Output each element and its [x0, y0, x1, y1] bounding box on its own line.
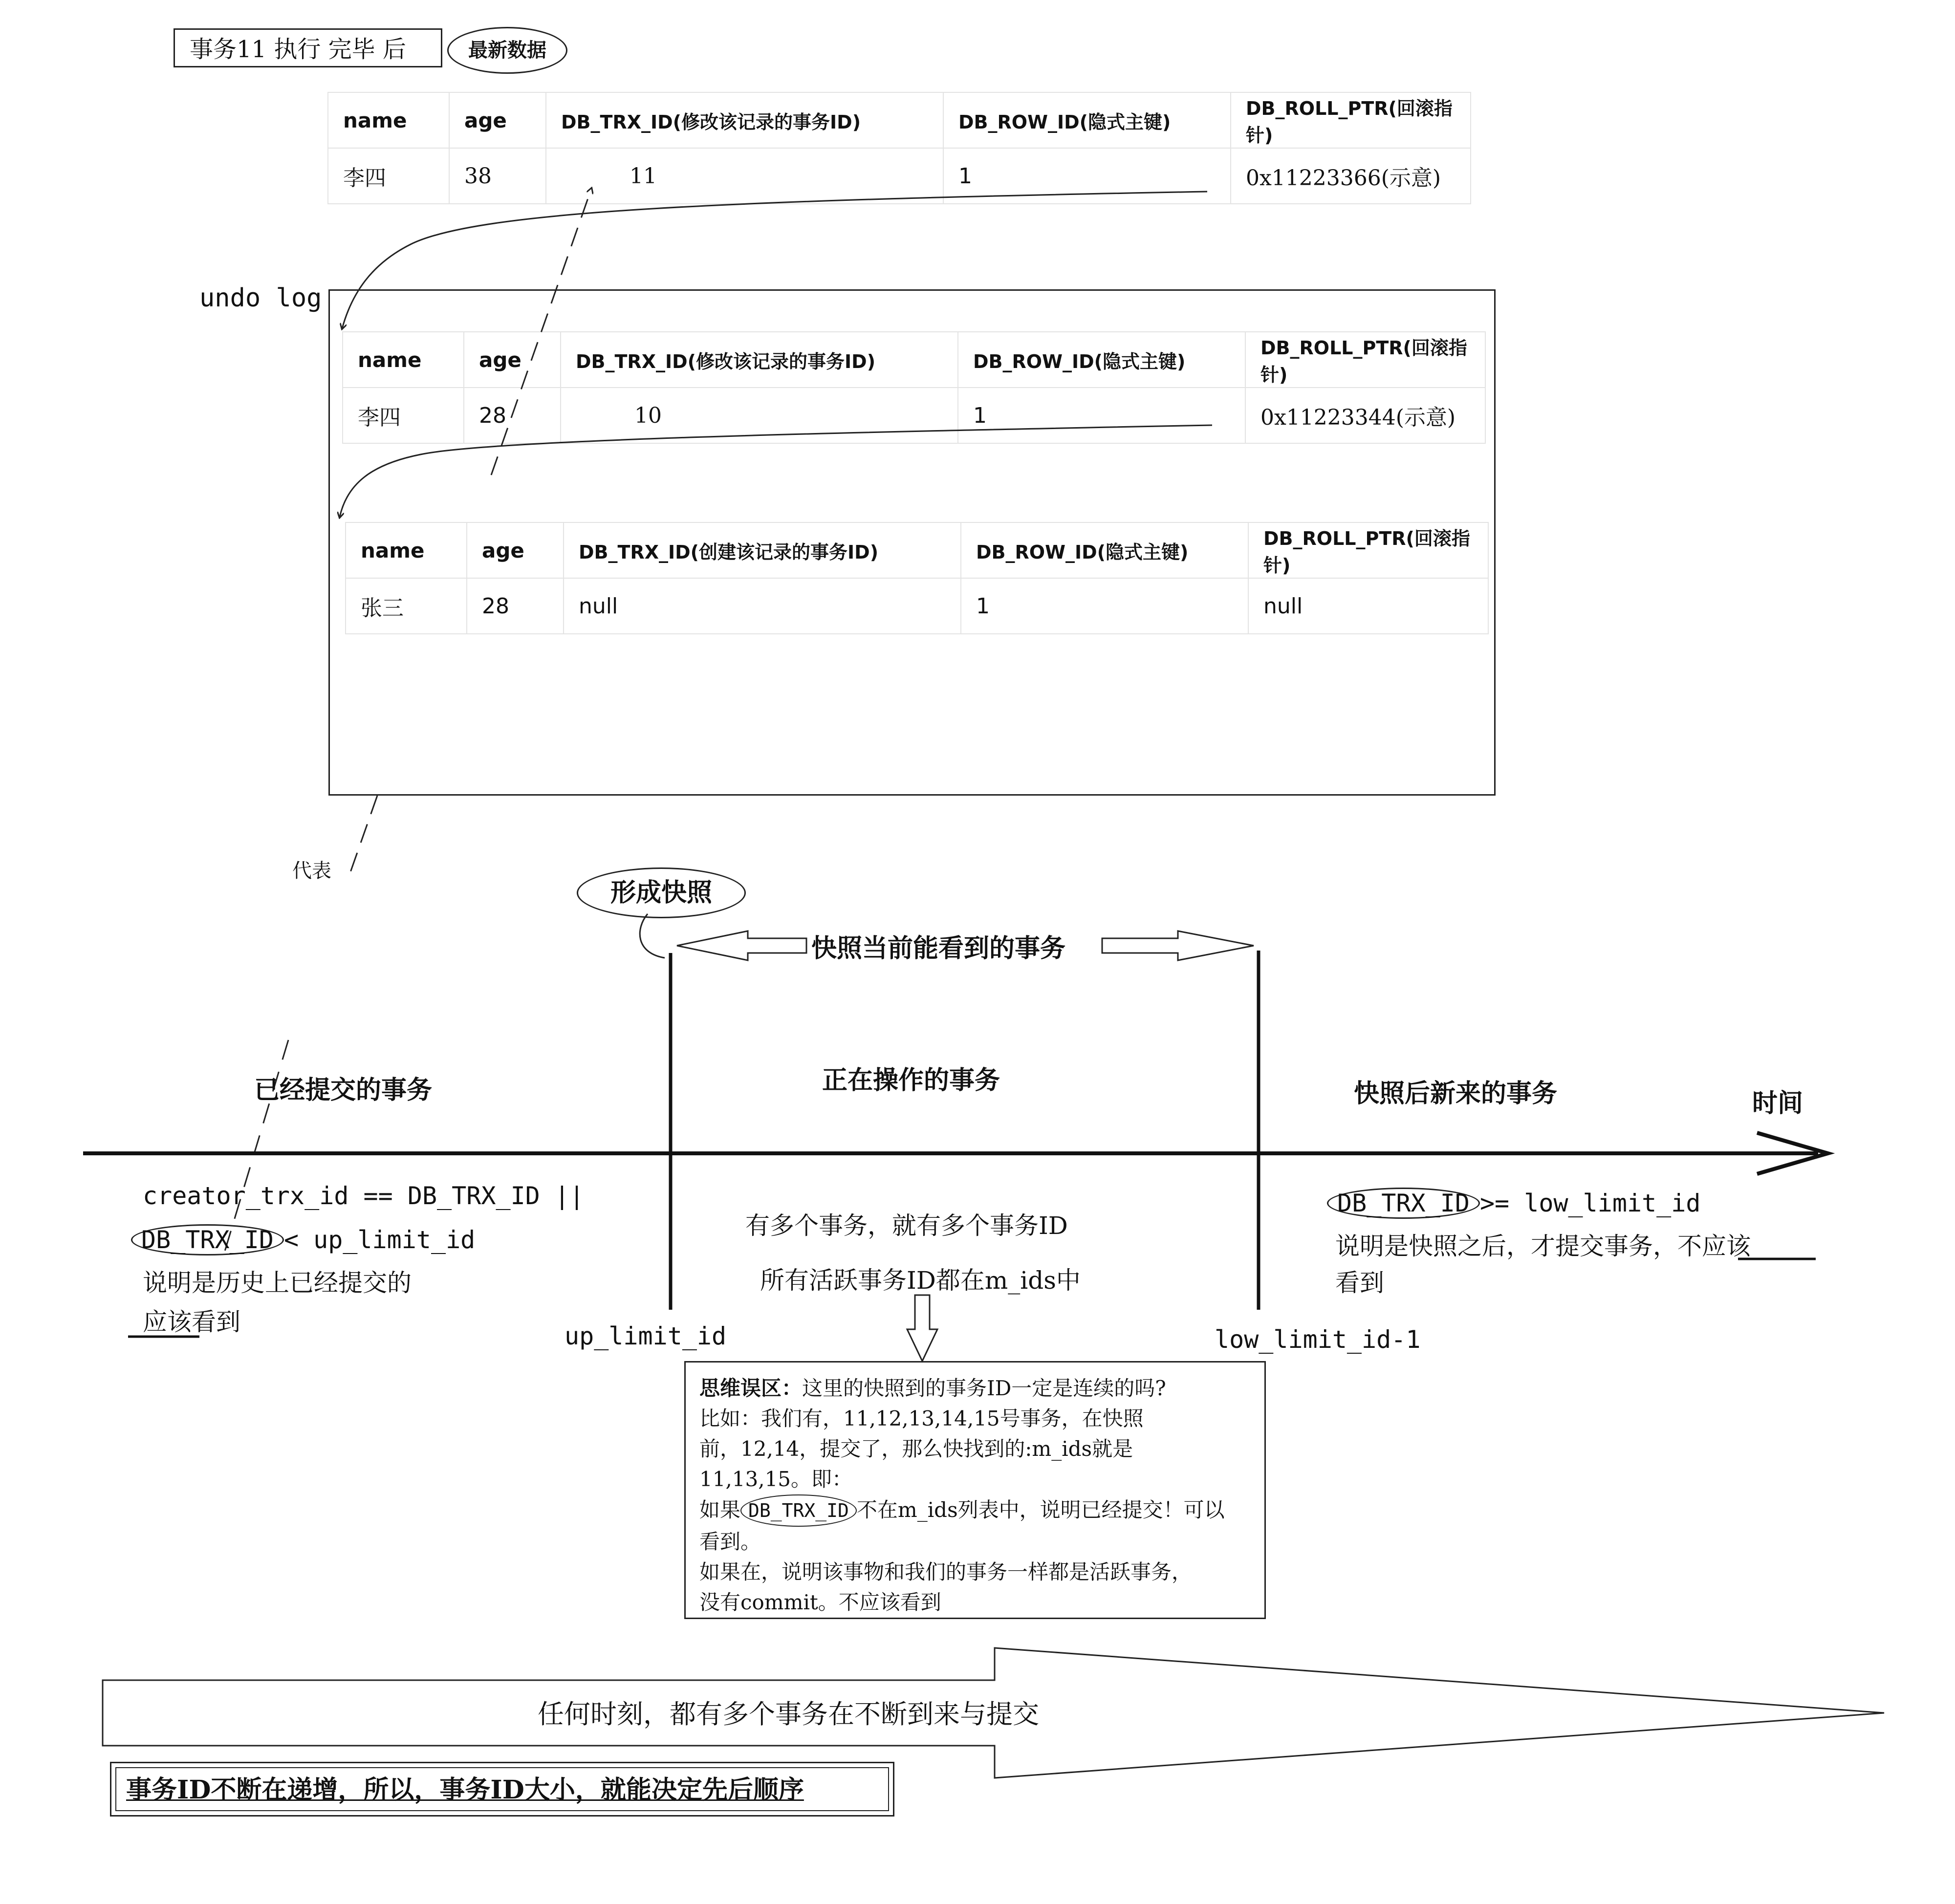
represents-dashed-line [349, 796, 377, 875]
header-row-id: DB_ROW_ID(隐式主键) [943, 92, 1231, 148]
thinking-line-3: 前，12,14，提交了，那么快找到的:m_ids就是 [699, 1437, 1133, 1461]
thinking-line-5 [699, 1494, 1251, 1527]
right-note-line-2b: 不应该 [1677, 1232, 1751, 1260]
thinking-line-2: 比如：我们有，11,12,13,14,15号事务，在快照 [699, 1406, 1144, 1430]
left-note-line-4: 应该看到 [143, 1308, 240, 1336]
header-age: age [467, 522, 564, 578]
header-roll-ptr: DB_ROLL_PTR(回滚指针) [1245, 332, 1485, 388]
header-roll-ptr: DB_ROLL_PTR(回滚指针) [1231, 92, 1471, 148]
header-trx-id: DB_TRX_ID(创建该记录的事务ID) [564, 522, 961, 578]
snapshot-range-arrow-left [677, 931, 806, 960]
active-section-label: 正在操作的事务 [822, 1065, 1000, 1095]
left-condition-line-2 [131, 1224, 475, 1255]
cell-trx-id: 10 [561, 388, 958, 443]
header-row-id: DB_ROW_ID(隐式主键) [958, 332, 1245, 388]
header-age: age [449, 92, 546, 148]
thinking-line-5a: 如果 [699, 1498, 741, 1522]
right-condition-rest: >= low_limit_id [1479, 1189, 1701, 1217]
cell-age: 28 [464, 388, 561, 443]
thinking-error-box [684, 1361, 1266, 1619]
big-arrow-text: 任何时刻，都有多个事务在不断到来与提交 [538, 1699, 1039, 1730]
header-name: name [328, 92, 449, 148]
after-section-label: 快照后新来的事务 [1354, 1079, 1558, 1108]
bottom-note-text: 事务ID不断在递增，所以，事务ID大小，就能决定先后顺序 [115, 1767, 889, 1811]
cell-name: 李四 [343, 388, 464, 443]
left-note-line-3: 说明是历史上已经提交的 [143, 1269, 412, 1297]
header-roll-ptr: DB_ROLL_PTR(回滚指针) [1248, 522, 1488, 578]
right-note-line-2 [1335, 1227, 1751, 1262]
time-label: 时间 [1752, 1088, 1803, 1118]
up-limit-label: up_limit_id [565, 1322, 727, 1350]
left-condition-rest: < up_limit_id [283, 1226, 476, 1254]
thinking-title-rest: 这里的快照到的事务ID一定是连续的吗? [802, 1376, 1166, 1400]
snapshot-visible-label: 快照当前能看到的事务 [811, 933, 1066, 963]
thinking-line-1 [699, 1373, 1251, 1404]
right-note-line-2a: 说明是快照之后，才提交事务， [1335, 1232, 1677, 1260]
title-text: 事务11 执行 完毕 后 [190, 36, 406, 63]
left-trx-id-oval: DB_TRX_ID [131, 1224, 284, 1255]
thinking-line-7: 如果在，说明该事物和我们的事务一样都是活跃事务， [699, 1560, 1193, 1584]
snapshot-pointer [640, 914, 665, 958]
header-age: age [464, 332, 561, 388]
cell-trx-id: 11 [546, 148, 943, 204]
form-snapshot-oval: 形成快照 [577, 867, 746, 918]
cell-roll-ptr: null [1248, 578, 1488, 634]
thinking-line-8: 没有commit。不应该看到 [699, 1590, 941, 1614]
cell-trx-id: null [564, 578, 961, 634]
down-arrow [907, 1295, 937, 1361]
cell-row-id: 1 [961, 578, 1248, 634]
cell-name: 李四 [328, 148, 449, 204]
cell-roll-ptr: 0x11223366(示意) [1231, 148, 1471, 204]
latest-data-badge: 最新数据 [447, 27, 567, 74]
header-trx-id: DB_TRX_ID(修改该记录的事务ID) [561, 332, 958, 388]
trx-link-dashed [491, 189, 591, 475]
middle-note-line-2: 所有活跃事务ID都在m_ids中 [760, 1266, 1081, 1295]
roll-pointer-curve-1 [342, 192, 1207, 328]
cell-row-id: 1 [943, 148, 1231, 204]
header-trx-id: DB_TRX_ID(修改该记录的事务ID) [546, 92, 943, 148]
thinking-line-5b: 不在m_ids列表中，说明已经提交！可以 [856, 1498, 1225, 1522]
cell-roll-ptr: 0x11223344(示意) [1245, 388, 1485, 443]
thinking-title: 思维误区： [699, 1376, 803, 1400]
cell-row-id: 1 [958, 388, 1245, 443]
right-trx-id-oval: DB_TRX_ID [1327, 1188, 1480, 1219]
low-limit-label: low_limit_id-1 [1215, 1325, 1421, 1354]
right-note-line-3: 看到 [1335, 1269, 1384, 1297]
committed-section-label: 已经提交的事务 [254, 1075, 433, 1105]
thinking-line-4: 11,13,15。即： [699, 1467, 853, 1491]
left-condition-line-1: creator_trx_id == DB_TRX_ID || [143, 1182, 585, 1210]
roll-pointer-curve-2 [340, 425, 1212, 517]
bottom-note-box [110, 1762, 894, 1817]
cell-age: 38 [449, 148, 546, 204]
thinking-line-6: 看到。 [699, 1530, 761, 1554]
snapshot-range-arrow-right [1102, 931, 1254, 960]
header-name: name [343, 332, 464, 388]
header-row-id: DB_ROW_ID(隐式主键) [961, 522, 1248, 578]
cell-name: 张三 [346, 578, 467, 634]
cell-age: 28 [467, 578, 564, 634]
undo-log-label: undo log [199, 283, 322, 313]
right-condition-line-1 [1327, 1188, 1700, 1219]
thinking-trx-id-oval: DB_TRX_ID [740, 1494, 857, 1527]
represents-label: 代表 [292, 860, 331, 882]
middle-note-line-1: 有多个事务，就有多个事务ID [745, 1212, 1068, 1240]
header-name: name [346, 522, 467, 578]
